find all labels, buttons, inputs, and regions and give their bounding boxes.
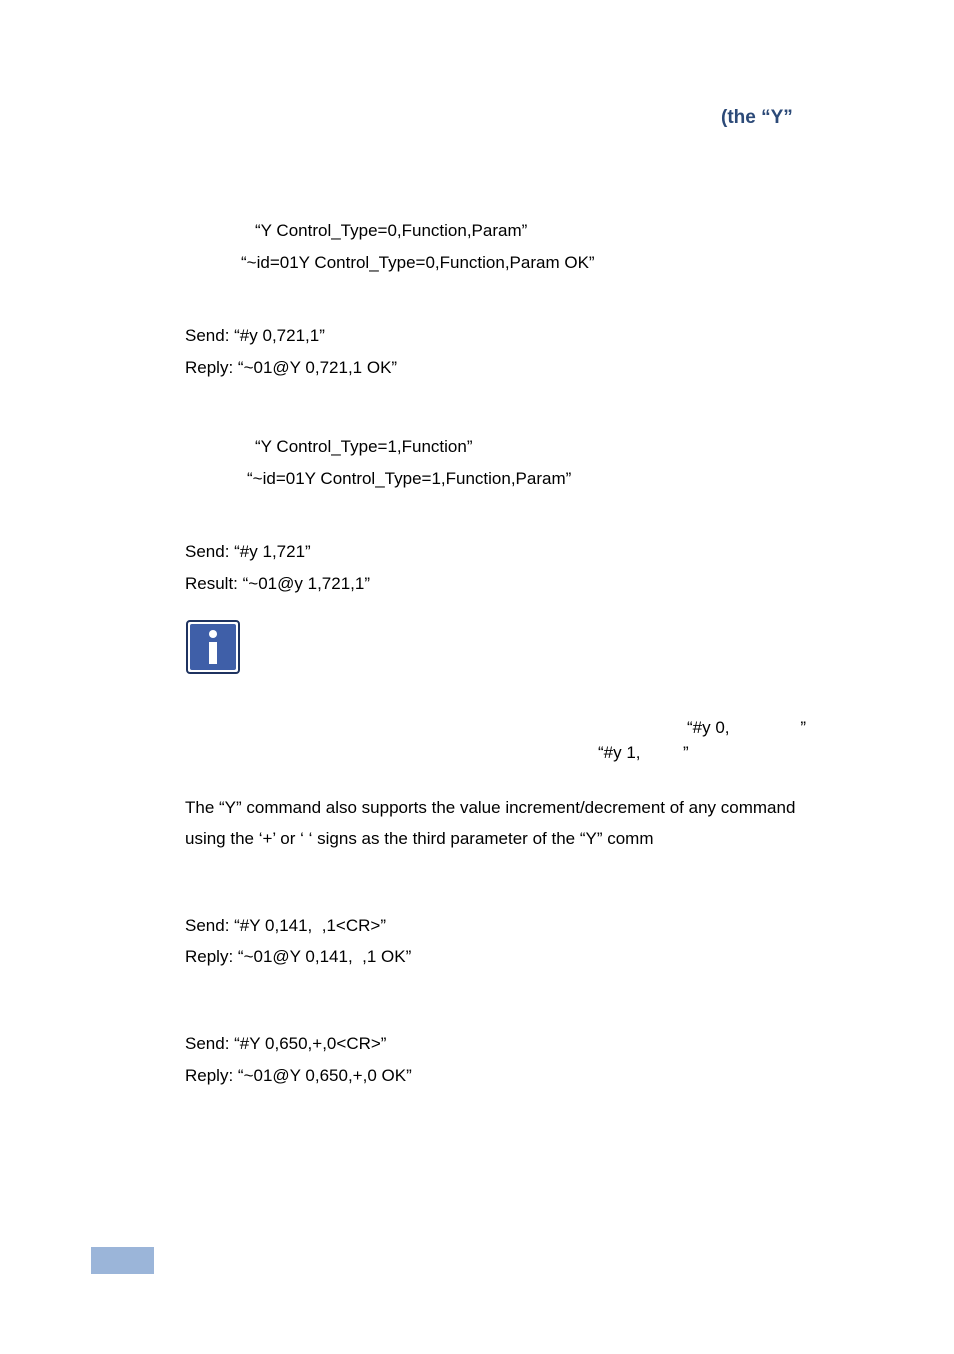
example-3-reply: Reply: “~01@Y 0,141, ,1 OK” <box>185 947 412 966</box>
paragraph-line-2: using the ‘+’ or ‘ ‘ signs as the third parameter of the “Y” comm <box>185 829 654 848</box>
note-fragment-2: “#y 1, ” <box>598 743 689 762</box>
info-icon <box>186 620 240 674</box>
page-number-tab <box>91 1247 154 1274</box>
syntax-1-response: “~id=01Y Control_Type=0,Function,Param OK” <box>241 253 595 272</box>
example-2-result: Result: “~01@y 1,721,1” <box>185 574 370 593</box>
example-4-send: Send: “#Y 0,650,+,0<CR>” <box>185 1034 387 1053</box>
example-1-send: Send: “#y 0,721,1” <box>185 326 325 345</box>
paragraph-line-1: The “Y” command also supports the value increment/decrement of any command <box>185 798 796 817</box>
example-3-send: Send: “#Y 0,141, ,1<CR>” <box>185 916 386 935</box>
syntax-2-command: “Y Control_Type=1,Function” <box>255 437 473 456</box>
example-4-reply: Reply: “~01@Y 0,650,+,0 OK” <box>185 1066 412 1085</box>
example-1-reply: Reply: “~01@Y 0,721,1 OK” <box>185 358 398 377</box>
syntax-2-response: “~id=01Y Control_Type=1,Function,Param” <box>247 469 572 488</box>
note-fragment-1: “#y 0, ” <box>687 718 807 737</box>
example-2-send: Send: “#y 1,721” <box>185 542 311 561</box>
section-heading-fragment: (the “Y” <box>721 107 793 128</box>
syntax-1-command: “Y Control_Type=0,Function,Param” <box>255 221 528 240</box>
